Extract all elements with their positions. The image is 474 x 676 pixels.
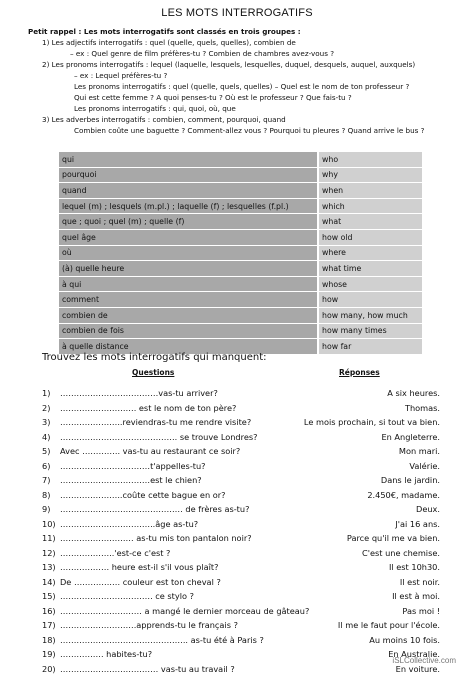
vocab-french: quand xyxy=(59,183,318,199)
vocab-french: à qui xyxy=(59,276,318,292)
intro-heading: Petit rappel : Les mots interrogatifs sont classés en trois groupes : xyxy=(28,26,458,37)
vocab-row xyxy=(59,152,422,168)
exercise-question: ………………..'est-ce c'est ? xyxy=(60,546,170,561)
vocab-french: lequel (m) ; lesquels (m.pl.) ; laquelle (f) ; lesquelles (f.pl.) xyxy=(59,198,318,214)
exercise-answer: Il est 10h30. xyxy=(389,560,440,575)
vocab-french: que ; quoi ; quel (m) ; quelle (f) xyxy=(59,214,318,230)
exercise-answer: Le mois prochain, si tout va bien. xyxy=(304,415,440,430)
exercise-item xyxy=(42,589,440,604)
vocab-french: à quelle distance xyxy=(59,339,318,355)
exercise-answer: Il est noir. xyxy=(400,575,440,590)
exercise-item xyxy=(42,459,440,474)
exercise-number: 10) xyxy=(42,517,56,532)
exercise-number: 11) xyxy=(42,531,56,546)
vocab-row xyxy=(59,292,422,308)
exercise-number: 2) xyxy=(42,401,50,416)
intro-line: 1) Les adjectifs interrogatifs : quel (quelle, quels, quelles), combien de xyxy=(28,37,458,48)
exercise-title: Trouvez les mots interrogatifs qui manquent: xyxy=(42,352,267,363)
vocab-english: what time xyxy=(318,261,422,277)
exercise-question: ……………………………………. se trouve Londres? xyxy=(60,430,257,445)
vocab-english: whose xyxy=(318,276,422,292)
vocab-french: (à) quelle heure xyxy=(59,261,318,277)
exercise-answer: En Australie. xyxy=(388,647,440,662)
exercise-number: 15) xyxy=(42,589,56,604)
vocab-row xyxy=(59,229,422,245)
exercise-answer: A six heures. xyxy=(387,386,440,401)
vocab-english: where xyxy=(318,245,422,261)
exercise-answer: Dans le jardin. xyxy=(381,473,440,488)
exercise-answer: En voiture. xyxy=(396,662,440,676)
exercise-number: 20) xyxy=(42,662,56,676)
vocab-french: où xyxy=(59,245,318,261)
exercise-question: …………………..reviendras-tu me rendre visite? xyxy=(60,415,251,430)
vocab-row xyxy=(59,214,422,230)
intro-lines xyxy=(28,37,458,136)
exercise-number: 8) xyxy=(42,488,50,503)
exercise-number: 3) xyxy=(42,415,50,430)
intro-line: 2) Les pronoms interrogatifs : lequel (laquelle, lesquels, lesquelles, duquel, desquels, auquel, auxquels) xyxy=(28,59,458,70)
vocab-french: comment xyxy=(59,292,318,308)
exercise-answer: Valérie. xyxy=(409,459,440,474)
exercise-item xyxy=(42,560,440,575)
intro-line: Les pronoms interrogatifs : quel (quelle, quels, quelles) – Quel est le nom de ton professeur ? xyxy=(28,81,458,92)
exercise-item xyxy=(42,430,440,445)
exercise-item xyxy=(42,647,440,662)
exercise-question: ……………………………..âge as-tu? xyxy=(60,517,198,532)
page-title: LES MOTS INTERROGATIFS xyxy=(0,7,474,19)
vocab-english: how many, how much xyxy=(318,307,422,323)
exercise-answer: En Angleterre. xyxy=(381,430,440,445)
vocab-row xyxy=(59,276,422,292)
exercise-number: 19) xyxy=(42,647,56,662)
exercise-number: 7) xyxy=(42,473,50,488)
vocab-english: how old xyxy=(318,229,422,245)
exercise-question: ……………………………………….. as-tu été à Paris ? xyxy=(60,633,264,648)
column-header-questions: Questions xyxy=(132,368,174,377)
exercise-question: ……………………… as-tu mis ton pantalon noir? xyxy=(60,531,252,546)
vocab-french: qui xyxy=(59,152,318,168)
intro-line: – ex : Quel genre de film préfères-tu ? Combien de chambres avez-vous ? xyxy=(28,48,458,59)
exercise-question: ………………………………vas-tu arriver? xyxy=(60,386,218,401)
intro-line: Qui est cette femme ? A quoi penses-tu ? Où est le professeur ? Que fais-tu ? xyxy=(28,92,458,103)
exercise-question: ……………………………est le chien? xyxy=(60,473,202,488)
exercise-item xyxy=(42,444,440,459)
intro-line: Les pronoms interrogatifs : qui, quoi, où, que xyxy=(28,103,458,114)
exercise-item xyxy=(42,575,440,590)
vocab-french: pourquoi xyxy=(59,167,318,183)
vocab-row xyxy=(59,323,422,339)
exercise-item xyxy=(42,604,440,619)
exercise-question: ……………………………… vas-tu au travail ? xyxy=(60,662,235,676)
exercise-answer: Parce qu'il me va bien. xyxy=(347,531,440,546)
exercise-number: 4) xyxy=(42,430,50,445)
vocab-french: combien de xyxy=(59,307,318,323)
exercise-question: ……………………………. ce stylo ? xyxy=(60,589,194,604)
exercise-item xyxy=(42,502,440,517)
exercise-item xyxy=(42,386,440,401)
vocab-row xyxy=(59,307,422,323)
exercise-answer: Mon mari. xyxy=(399,444,440,459)
vocab-english: which xyxy=(318,198,422,214)
exercise-number: 5) xyxy=(42,444,50,459)
exercise-answer: 2.450€, madame. xyxy=(367,488,440,503)
vocab-french: quel âge xyxy=(59,229,318,245)
vocab-english: what xyxy=(318,214,422,230)
vocab-english: how far xyxy=(318,339,422,355)
exercise-list xyxy=(42,386,440,676)
exercise-question: Avec ………….. vas-tu au restaurant ce soir? xyxy=(60,444,240,459)
exercise-number: 14) xyxy=(42,575,56,590)
exercise-item xyxy=(42,662,440,676)
intro-line: 3) Les adverbes interrogatifs : combien, comment, pourquoi, quand xyxy=(28,114,458,125)
exercise-number: 13) xyxy=(42,560,56,575)
intro-rappel xyxy=(28,26,458,136)
exercise-question: ……………… heure est-il s'il vous plaît? xyxy=(60,560,219,575)
exercise-number: 16) xyxy=(42,604,56,619)
exercise-item xyxy=(42,531,440,546)
exercise-question: ……………………………………… de frères as-tu? xyxy=(60,502,249,517)
exercise-item xyxy=(42,546,440,561)
vocab-row xyxy=(59,261,422,277)
exercise-answer: C'est une chemise. xyxy=(362,546,440,561)
vocab-english: how many times xyxy=(318,323,422,339)
exercise-answer: Deux. xyxy=(416,502,440,517)
exercise-question: ……………………………t'appelles-tu? xyxy=(60,459,206,474)
exercise-answer: Pas moi ! xyxy=(402,604,440,619)
intro-line: – ex : Lequel préfères-tu ? xyxy=(28,70,458,81)
vocab-row xyxy=(59,183,422,199)
exercise-answer: Il me le faut pour l'école. xyxy=(338,618,440,633)
vocab-row xyxy=(59,167,422,183)
exercise-question: ……………. habites-tu? xyxy=(60,647,152,662)
exercise-item xyxy=(42,633,440,648)
exercise-item xyxy=(42,517,440,532)
exercise-item xyxy=(42,401,440,416)
vocab-english: when xyxy=(318,183,422,199)
exercise-answer: Thomas. xyxy=(405,401,440,416)
vocab-row xyxy=(59,245,422,261)
vocab-english: who xyxy=(318,152,422,168)
vocab-row xyxy=(59,198,422,214)
exercise-number: 6) xyxy=(42,459,50,474)
exercise-question: ……………………….apprends-tu le français ? xyxy=(60,618,238,633)
vocab-english: how xyxy=(318,292,422,308)
exercise-item xyxy=(42,473,440,488)
vocab-table xyxy=(59,151,422,355)
exercise-number: 18) xyxy=(42,633,56,648)
exercise-answer: Il est à moi. xyxy=(392,589,440,604)
exercise-answer: Au moins 10 fois. xyxy=(369,633,440,648)
exercise-item xyxy=(42,488,440,503)
exercise-question: ………………………… a mangé le dernier morceau de gâteau? xyxy=(60,604,309,619)
exercise-number: 1) xyxy=(42,386,50,401)
exercise-number: 17) xyxy=(42,618,56,633)
vocab-french: combien de fois xyxy=(59,323,318,339)
exercise-question: …………………..coûte cette bague en or? xyxy=(60,488,225,503)
exercise-number: 9) xyxy=(42,502,50,517)
exercise-question: De ………….…. couleur est ton cheval ? xyxy=(60,575,221,590)
vocab-english: why xyxy=(318,167,422,183)
intro-line: Combien coûte une baguette ? Comment-allez vous ? Pourquoi tu pleures ? Quand arrive le bus ? xyxy=(28,125,458,136)
exercise-answer: J'ai 16 ans. xyxy=(395,517,440,532)
exercise-item xyxy=(42,415,440,430)
exercise-number: 12) xyxy=(42,546,56,561)
footer-watermark: iSLCollective.com xyxy=(392,656,456,665)
column-header-answers: Réponses xyxy=(339,368,380,377)
exercise-question: ………………………. est le nom de ton père? xyxy=(60,401,236,416)
exercise-item xyxy=(42,618,440,633)
